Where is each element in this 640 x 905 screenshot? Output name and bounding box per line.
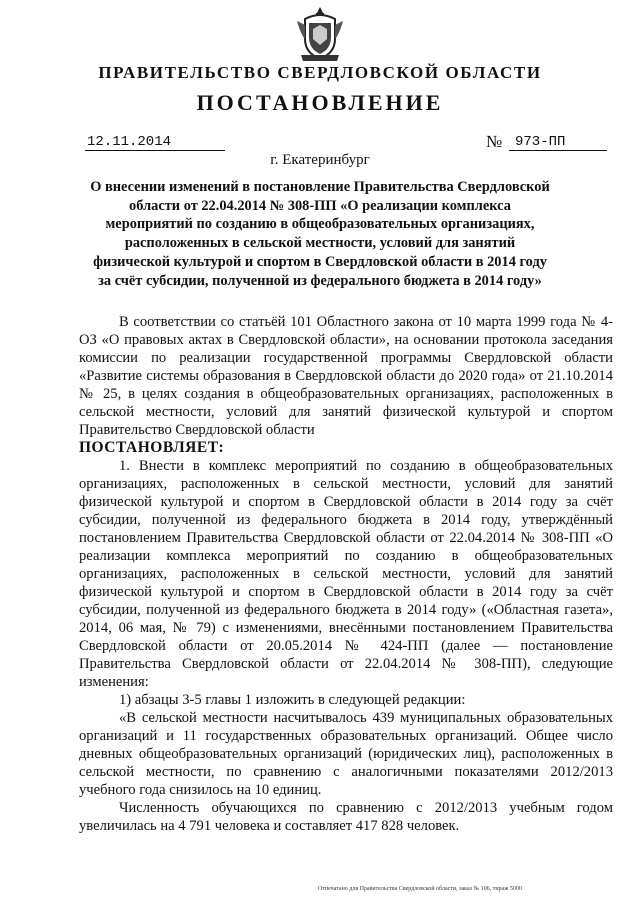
quote-paragraph-2: Численность обучающихся по сравнению с 2012/2013 учебным годом увеличилась на 4 791 человека и составляет 417 828 человек. — [79, 800, 613, 834]
city: г. Екатеринбург — [270, 152, 370, 168]
document-date: 12.11.2014 — [85, 134, 225, 151]
document-title: О внесении изменений в постановление Правительства Свердловской области от 22.04.2014 № 308-ПП «О реализации комплекса мероприятий по созданию в общеобразовательных организациях, расположенных в сельской местности, условий для занятий физической культурой и спортом в Свердловской области в 2014 году за счёт субсидии, полученной из федерального бюджета в 2014 году» — [90, 179, 550, 289]
document-number: 973-ПП — [509, 134, 607, 151]
subitem-1: 1) абзацы 3-5 главы 1 изложить в следующей редакции: — [119, 692, 466, 708]
organization-title: ПРАВИТЕЛЬСТВО СВЕРДЛОВСКОЙ ОБЛАСТИ — [98, 63, 542, 82]
preamble-paragraph: В соответствии со статьёй 101 Областного закона от 10 марта 1999 года № 4-ОЗ «О правовых актах в Свердловской области», на основании протокола заседания комиссии по реализации государственной программы Свердловской области «Развитие системы образования в Свердловской области до 2020 года» от 21.10.2014 № 25, в целях создания в общеобразовательных организациях, расположенных в сельской местности, условий для занятий физической культурой и спортом Правительство Свердловской области — [79, 314, 613, 438]
coat-of-arms-icon — [295, 5, 345, 63]
paragraph-1: 1. Внести в комплекс мероприятий по созданию в общеобразовательных организациях, расположенных в сельской местности, условий для занятий физической культурой и спортом в Свердловской области в 2014 году за счёт субсидии, полученной из федерального бюджета в 2014 году, утверждённый постановлением Правительства Свердловской области от 22.04.2014 № 308-ПП «О реализации комплекса мероприятий по созданию в общеобразовательных организациях, расположенных в сельской местности, условий для занятий физической культурой и спортом в Свердловской области в 2014 году за счёт субсидии, полученной из федерального бюджета в 2014 году» («Областная газета», 2014, 06 мая, № 79) с изменениями, внесёнными постановлением Правительства Свердловской области от 20.05.2014 № 424-ПП (далее — постановление Правительства Свердловской области от 22.04.2014 № 308-ПП), следующие изменения: — [79, 458, 613, 690]
decree-heading: ПОСТАНОВЛЯЕТ: — [79, 439, 225, 456]
quote-paragraph-1: «В сельской местности насчитывалось 439 муниципальных образовательных организаций и 11 государственных образовательных организаций. Общее число дневных общеобразовательных организаций (юридических лиц), расположенных в сельской местности, по сравнению с аналогичными показателями 2012/2013 учебного года снизилось на 10 единиц. — [79, 710, 613, 798]
print-footer: Отпечатано для Правительства Свердловской области, заказ № 106, тираж 5000 — [318, 886, 522, 892]
document-body — [79, 313, 613, 835]
document-type: ПОСТАНОВЛЕНИЕ — [196, 90, 444, 115]
number-sign: № — [486, 132, 503, 151]
